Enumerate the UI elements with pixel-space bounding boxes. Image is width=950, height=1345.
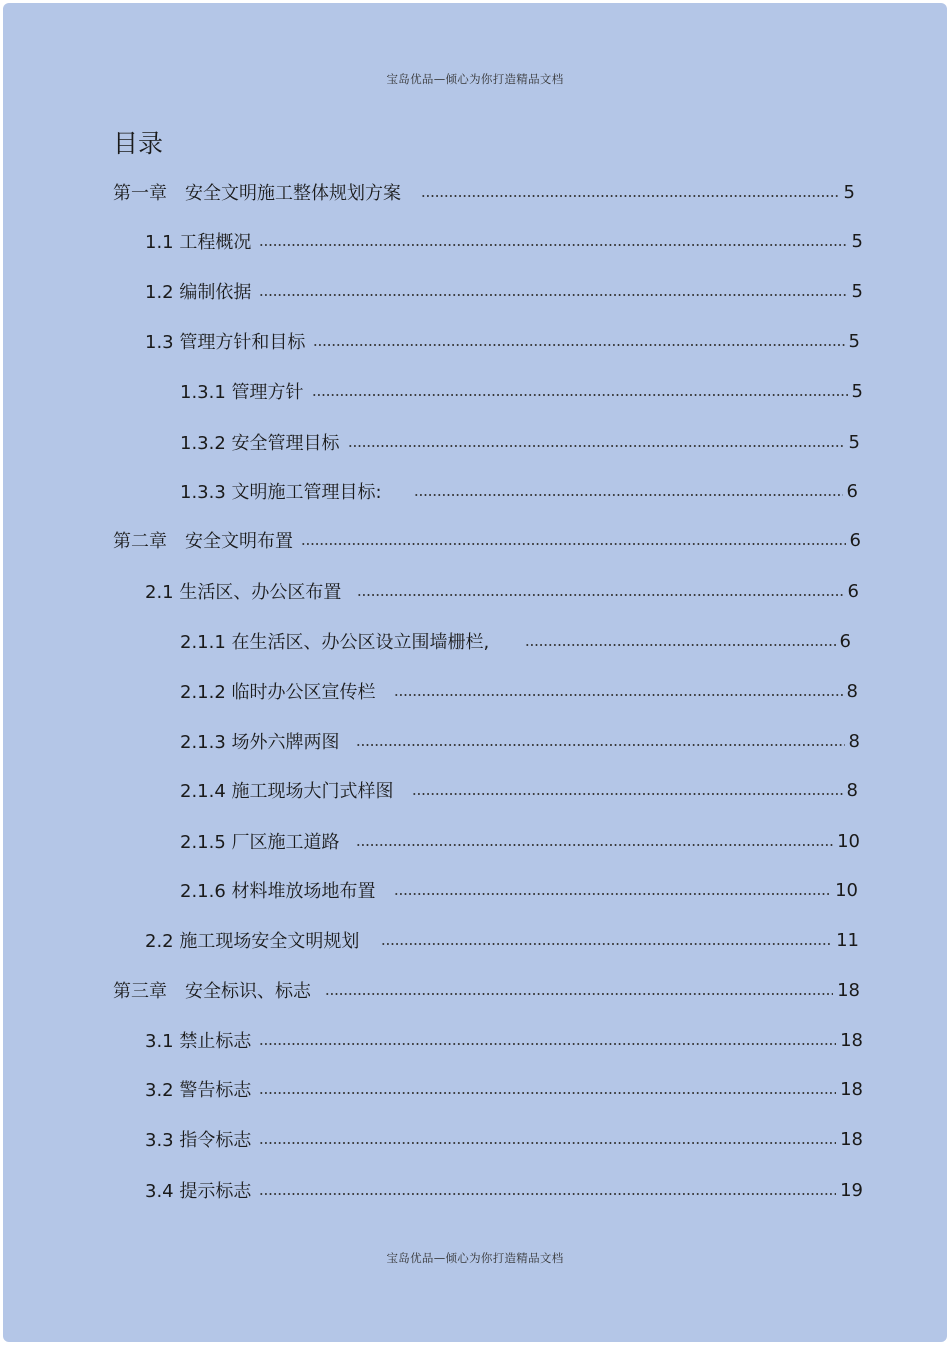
leader-dots — [412, 793, 843, 795]
toc-entry-label: 2.1.1 在生活区、办公区设立围墙栅栏, — [180, 632, 490, 653]
toc-entry-label: 第一章 安全文明施工整体规划方案 — [113, 183, 401, 204]
toc-entry-page: 6 — [847, 580, 859, 602]
running-header: 宝岛优品—倾心为你打造精品文档 — [386, 72, 564, 86]
toc-entry-label: 2.1.4 施工现场大门式样图 — [180, 781, 394, 802]
toc-entry-3-3[interactable] — [145, 1127, 863, 1151]
toc-entry-page: 8 — [846, 680, 858, 702]
toc-entry-1-3-1[interactable] — [180, 379, 863, 403]
toc-entry-2-1-4[interactable] — [180, 778, 858, 802]
leader-dots — [325, 993, 833, 995]
toc-entry-label: 2.1.5 厂区施工道路 — [180, 832, 340, 853]
leader-dots — [357, 594, 843, 596]
toc-entry-chapter-2[interactable] — [113, 528, 861, 552]
toc-entry-label: 3.2 警告标志 — [145, 1080, 252, 1101]
leader-dots — [525, 644, 835, 646]
toc-entry-page: 8 — [848, 730, 860, 752]
toc-entry-page: 10 — [835, 879, 858, 901]
toc-entry-chapter-1[interactable] — [113, 180, 855, 204]
toc-entry-1-3[interactable] — [145, 329, 860, 353]
toc-entry-label: 2.1.2 临时办公区宣传栏 — [180, 682, 376, 703]
toc-entry-page: 19 — [840, 1179, 863, 1201]
toc-entry-label: 1.3.3 文明施工管理目标: — [180, 482, 382, 503]
leader-dots — [259, 294, 847, 296]
toc-entry-label: 第三章 安全标识、标志 — [113, 981, 311, 1002]
toc-entry-page: 11 — [836, 929, 859, 951]
toc-entry-page: 5 — [843, 181, 855, 203]
toc-entry-label: 2.1.6 材料堆放场地布置 — [180, 881, 376, 902]
toc-entry-2-1-2[interactable] — [180, 679, 858, 703]
toc-entry-page: 6 — [839, 630, 851, 652]
toc-entry-2-1[interactable] — [145, 579, 859, 603]
running-footer: 宝岛优品—倾心为你打造精品文档 — [386, 1251, 564, 1265]
toc-entry-page: 5 — [848, 330, 860, 352]
toc-title: 目录 — [113, 129, 164, 158]
leader-dots — [313, 344, 844, 346]
toc-entry-page: 18 — [840, 1029, 863, 1051]
toc-entry-page: 18 — [840, 1078, 863, 1100]
toc-entry-label: 3.1 禁止标志 — [145, 1031, 252, 1052]
leader-dots — [356, 844, 834, 846]
toc-entry-2-1-6[interactable] — [180, 878, 858, 902]
toc-entry-label: 1.3.1 管理方针 — [180, 382, 304, 403]
toc-entry-1-2[interactable] — [145, 279, 863, 303]
toc-entry-1-3-2[interactable] — [180, 430, 860, 454]
toc-entry-page: 5 — [851, 380, 863, 402]
toc-entry-3-1[interactable] — [145, 1028, 863, 1052]
toc-entry-2-1-3[interactable] — [180, 729, 860, 753]
toc-entry-page: 5 — [848, 431, 860, 453]
leader-dots — [259, 244, 847, 246]
leader-dots — [259, 1142, 836, 1144]
toc-entry-2-1-1[interactable] — [180, 629, 851, 653]
leader-dots — [356, 744, 845, 746]
toc-entry-label: 1.2 编制依据 — [145, 282, 252, 303]
toc-entry-label: 2.2 施工现场安全文明规划 — [145, 931, 360, 952]
toc-entry-label: 1.3.2 安全管理目标 — [180, 433, 340, 454]
leader-dots — [394, 694, 843, 696]
toc-entry-3-2[interactable] — [145, 1077, 863, 1101]
toc-entry-2-1-5[interactable] — [180, 829, 860, 853]
toc-entry-page: 18 — [837, 979, 860, 1001]
toc-entry-3-4[interactable] — [145, 1178, 863, 1202]
toc-entry-label: 2.1.3 场外六牌两图 — [180, 732, 340, 753]
toc-entry-label: 1.1 工程概况 — [145, 232, 252, 253]
toc-entry-1-1[interactable] — [145, 229, 863, 253]
toc-entry-page: 10 — [837, 830, 860, 852]
leader-dots — [259, 1043, 836, 1045]
leader-dots — [301, 543, 846, 545]
toc-entry-label: 第二章 安全文明布置 — [113, 531, 293, 552]
toc-entry-label: 2.1 生活区、办公区布置 — [145, 582, 342, 603]
toc-entry-page: 6 — [846, 480, 858, 502]
leader-dots — [312, 394, 848, 396]
toc-entry-label: 3.3 指令标志 — [145, 1130, 252, 1151]
toc-entry-page: 5 — [851, 280, 863, 302]
toc-entry-2-2[interactable] — [145, 928, 859, 952]
leader-dots — [259, 1092, 836, 1094]
toc-entry-label: 1.3 管理方针和目标 — [145, 332, 306, 353]
toc-entry-1-3-3[interactable] — [180, 479, 858, 503]
leader-dots — [394, 893, 832, 895]
leader-dots — [381, 943, 832, 945]
toc-entry-page: 6 — [849, 529, 861, 551]
toc-entry-label: 3.4 提示标志 — [145, 1181, 252, 1202]
toc-entry-page: 5 — [851, 230, 863, 252]
leader-dots — [421, 195, 840, 197]
leader-dots — [348, 445, 845, 447]
toc-entry-page: 8 — [846, 779, 858, 801]
leader-dots — [414, 494, 843, 496]
toc-entry-chapter-3[interactable] — [113, 978, 860, 1002]
leader-dots — [259, 1193, 836, 1195]
toc-entry-page: 18 — [840, 1128, 863, 1150]
